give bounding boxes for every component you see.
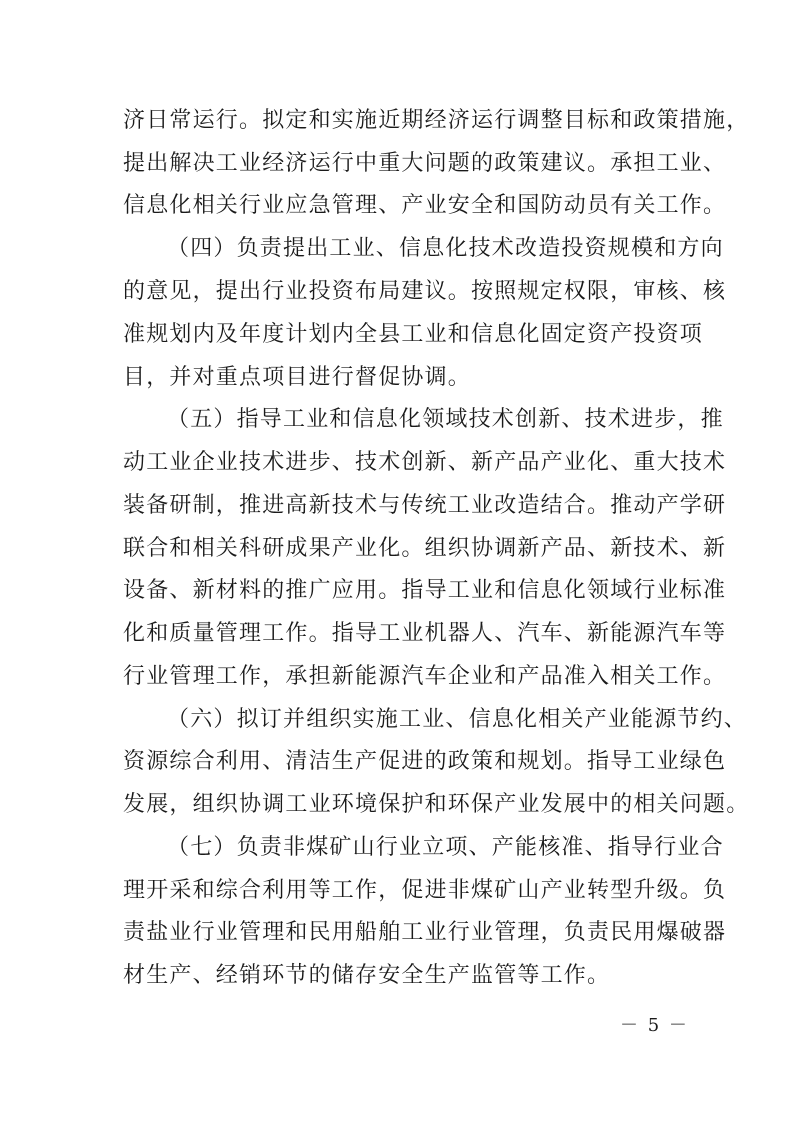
- text-line: 发展，组织协调工业环境保护和环保产业发展中的相关问题。: [123, 792, 750, 817]
- text-line: 材生产、经销环节的储存安全生产监管等工作。: [123, 963, 611, 988]
- text-line: 的意见，提出行业投资布局建议。按照规定权限，审核、核: [123, 279, 727, 304]
- page-number: － 5 －: [620, 1015, 689, 1036]
- paragraph-start-line: （四）负责提出工业、信息化技术改造投资规模和方向: [167, 236, 724, 261]
- paragraph-start-line: （六）拟订并组织实施工业、信息化相关产业能源节约、: [167, 707, 748, 732]
- text-line: 资源综合利用、清洁生产促进的政策和规划。指导工业绿色: [123, 749, 727, 774]
- text-line: 化和质量管理工作。指导工业机器人、汽车、新能源汽车等: [123, 621, 727, 646]
- text-line: 理开采和综合利用等工作，促进非煤矿山产业转型升级。负: [123, 878, 727, 903]
- text-line: 联合和相关科研成果产业化。组织协调新产品、新技术、新: [123, 536, 727, 561]
- text-line: 信息化相关行业应急管理、产业安全和国防动员有关工作。: [123, 193, 727, 218]
- text-line: 设备、新材料的推广应用。指导工业和信息化领域行业标准: [123, 578, 727, 603]
- text-line: 济日常运行。拟定和实施近期经济运行调整目标和政策措施，: [123, 108, 750, 133]
- text-line: 责盐业行业管理和民用船舶工业行业管理，负责民用爆破器: [123, 920, 727, 945]
- text-line: 目，并对重点项目进行督促协调。: [123, 365, 472, 390]
- paragraph-start-line: （五）指导工业和信息化领域技术创新、技术进步，推: [167, 407, 724, 432]
- text-line: 动工业企业技术进步、技术创新、新产品产业化、重大技术: [123, 450, 727, 475]
- paragraph-start-line: （七）负责非煤矿山行业立项、产能核准、指导行业合: [167, 835, 724, 860]
- text-line: 行业管理工作，承担新能源汽车企业和产品准入相关工作。: [123, 664, 727, 689]
- text-line: 提出解决工业经济运行中重大问题的政策建议。承担工业、: [123, 151, 727, 176]
- text-line: 装备研制，推进高新技术与传统工业改造结合。推动产学研: [123, 493, 727, 518]
- text-line: 准规划内及年度计划内全县工业和信息化固定资产投资项: [123, 322, 704, 347]
